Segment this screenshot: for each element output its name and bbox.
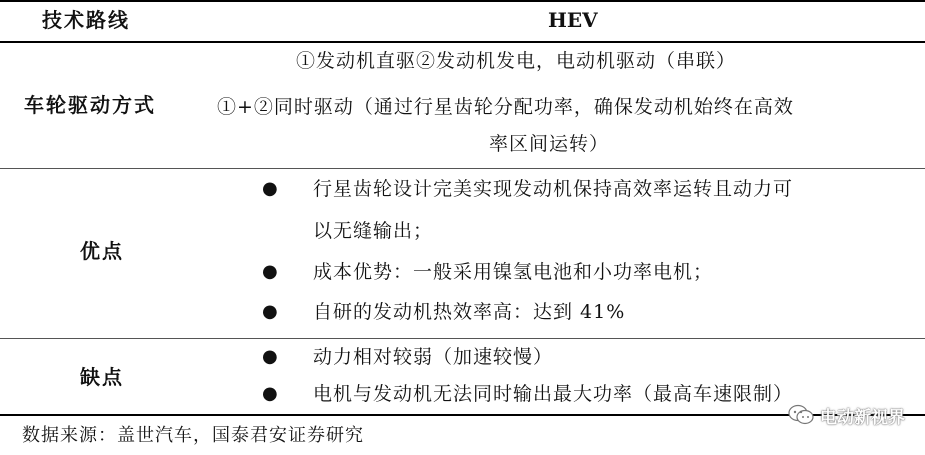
bullet-dot: ● [262, 178, 278, 199]
disadvantage-line: 动力相对较弱（加速较慢） [313, 346, 554, 368]
row-label-drive-mode: 车轮驱动方式 [24, 93, 156, 117]
table-bottom-rule [0, 414, 925, 416]
wechat-icon [788, 404, 814, 426]
bullet-dot: ● [262, 301, 278, 322]
header-col-technology-route: 技术路线 [42, 8, 130, 32]
data-source-note: 数据来源：盖世汽车，国泰君安证券研究 [22, 425, 364, 446]
watermark [788, 400, 905, 430]
bullet-dot: ● [262, 261, 278, 282]
advantage-line: 以无缝输出； [313, 220, 434, 242]
advantage-line: 自研的发动机热效率高：达到 41% [313, 301, 626, 323]
row-divider [0, 168, 925, 169]
header-col-hev: HEV [548, 8, 598, 32]
row-divider [0, 338, 925, 339]
bullet-dot: ● [262, 346, 278, 367]
table-top-rule [0, 0, 925, 2]
bullet-dot: ● [262, 383, 278, 404]
row-label-disadvantages: 缺点 [80, 365, 124, 389]
drive-mode-line: ①+②同时驱动（通过行星齿轮分配功率，确保发动机始终在高效 [217, 96, 794, 118]
watermark-text: 电动新视界 [820, 407, 905, 428]
advantage-line: 行星齿轮设计完美实现发动机保持高效率运转且动力可 [313, 178, 794, 200]
header-bottom-rule [0, 41, 925, 43]
row-label-advantages: 优点 [80, 239, 124, 263]
drive-mode-line: 率区间运转） [489, 133, 610, 155]
drive-mode-line: ①发动机直驱②发动机发电，电动机驱动（串联） [296, 50, 737, 72]
advantage-line: 成本优势：一般采用镍氢电池和小功率电机； [313, 261, 714, 283]
disadvantage-line: 电机与发动机无法同时输出最大功率（最高车速限制） [313, 383, 794, 405]
